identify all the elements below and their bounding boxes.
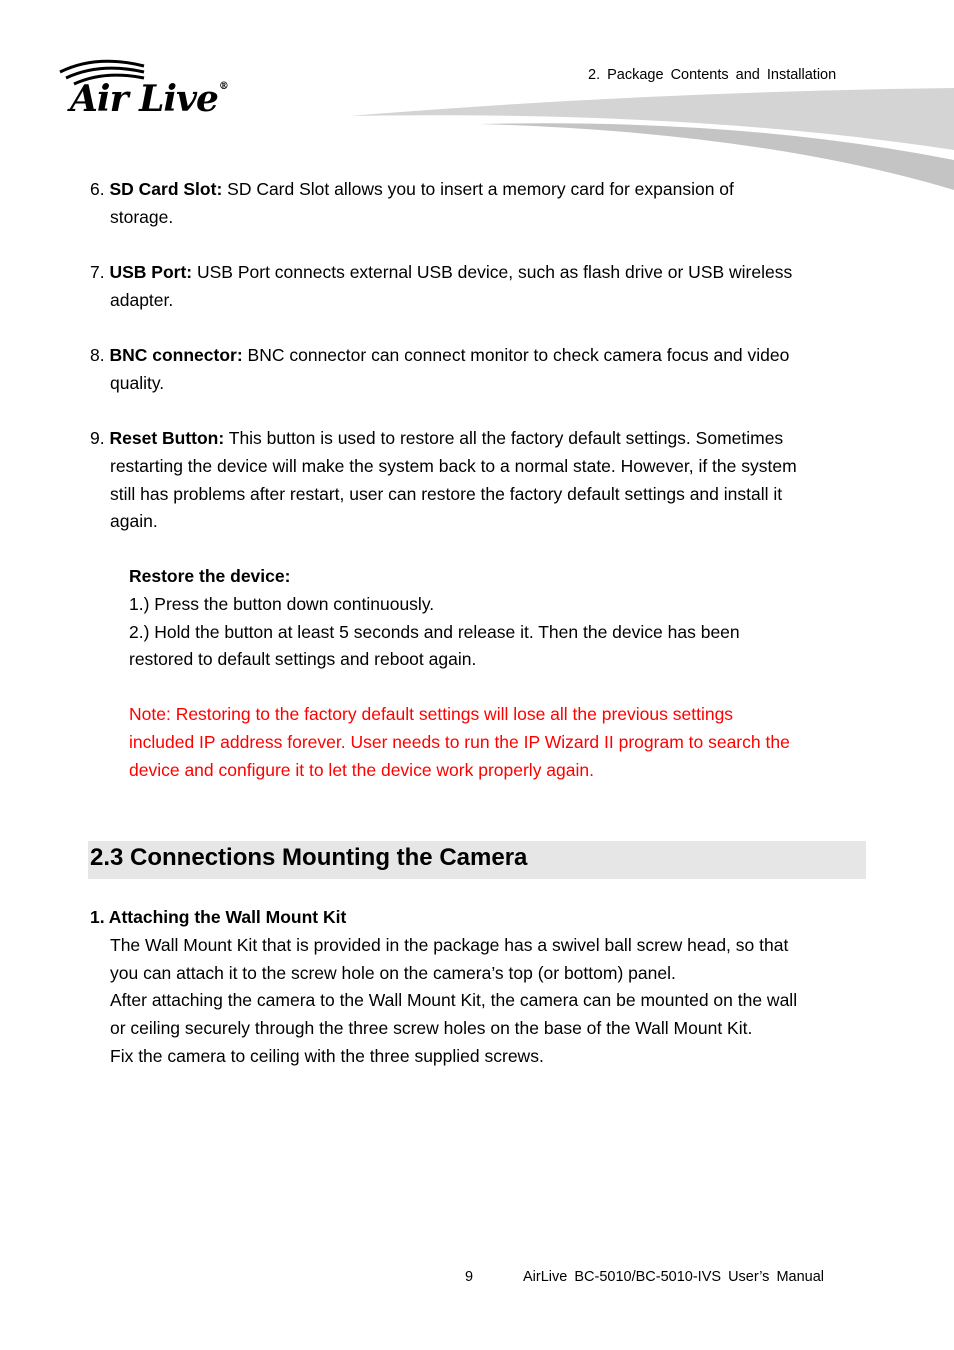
list-item: 8. BNC connector: BNC connector can connect monitor to check camera focus and video quality. [90, 345, 790, 393]
restore-instructions: Restore the device: 1.) Press the button down continuously. 2.) Hold the button at least 5 seconds and release it. Then the device has been restored to default settings and reboot again. [129, 563, 869, 674]
logo-wordmark: Air Live® [70, 78, 228, 120]
section-heading-bar [88, 841, 866, 879]
running-head: 2. Package Contents and Installation [588, 67, 837, 83]
airlive-logo [56, 56, 286, 126]
warning-note: Note: Restoring to the factory default settings will lose all the previous settings included IP address forever. User needs to run the IP Wizard II program to search the device and configure it to let the device work properly again. [129, 704, 790, 780]
section-title: 2.3 Connections Mounting the Camera [90, 844, 528, 871]
wall-mount-section: 1. Attaching the Wall Mount Kit The Wall Mount Kit that is provided in the package has a swivel ball screw head, so that you can attach it to the screw hole on the camera’s top (or bottom) panel. After attaching the camera to the Wall Mount Kit, the camera can be mounted on the wall or ceiling securely through the three screw holes on the base of the Wall Mount Kit. Fix the camera to ceiling with the three supplied screws. [90, 907, 798, 1066]
list-item: 9. Reset Button: This button is used to restore all the factory default settings. Sometimes restarting the device will make the system back to a normal state. However, if the system still has problems after restart, user can restore the factory default settings and install it again. [90, 428, 797, 532]
sub-heading: 1. Attaching the Wall Mount Kit [90, 907, 347, 927]
restore-step-1: 1.) Press the button down continuously. [129, 593, 435, 614]
restore-heading: Restore the device: [129, 566, 291, 586]
list-item: 6. SD Card Slot: SD Card Slot allows you to insert a memory card for expansion of storage. [90, 179, 734, 227]
restore-step-2: 2.) Hold the button at least 5 seconds and release it. Then the device has been [129, 621, 740, 642]
page-number: 9 [465, 1269, 474, 1285]
item-label: SD Card Slot: [109, 179, 223, 199]
item-label: USB Port: [109, 262, 193, 282]
list-item: 7. USB Port: USB Port connects external USB device, such as flash drive or USB wireless adapter. [90, 262, 793, 310]
manual-title: AirLive BC-5010/BC-5010-IVS User’s Manual [523, 1269, 825, 1285]
item-label: Reset Button: [109, 428, 225, 448]
item-label: BNC connector: [109, 345, 243, 365]
